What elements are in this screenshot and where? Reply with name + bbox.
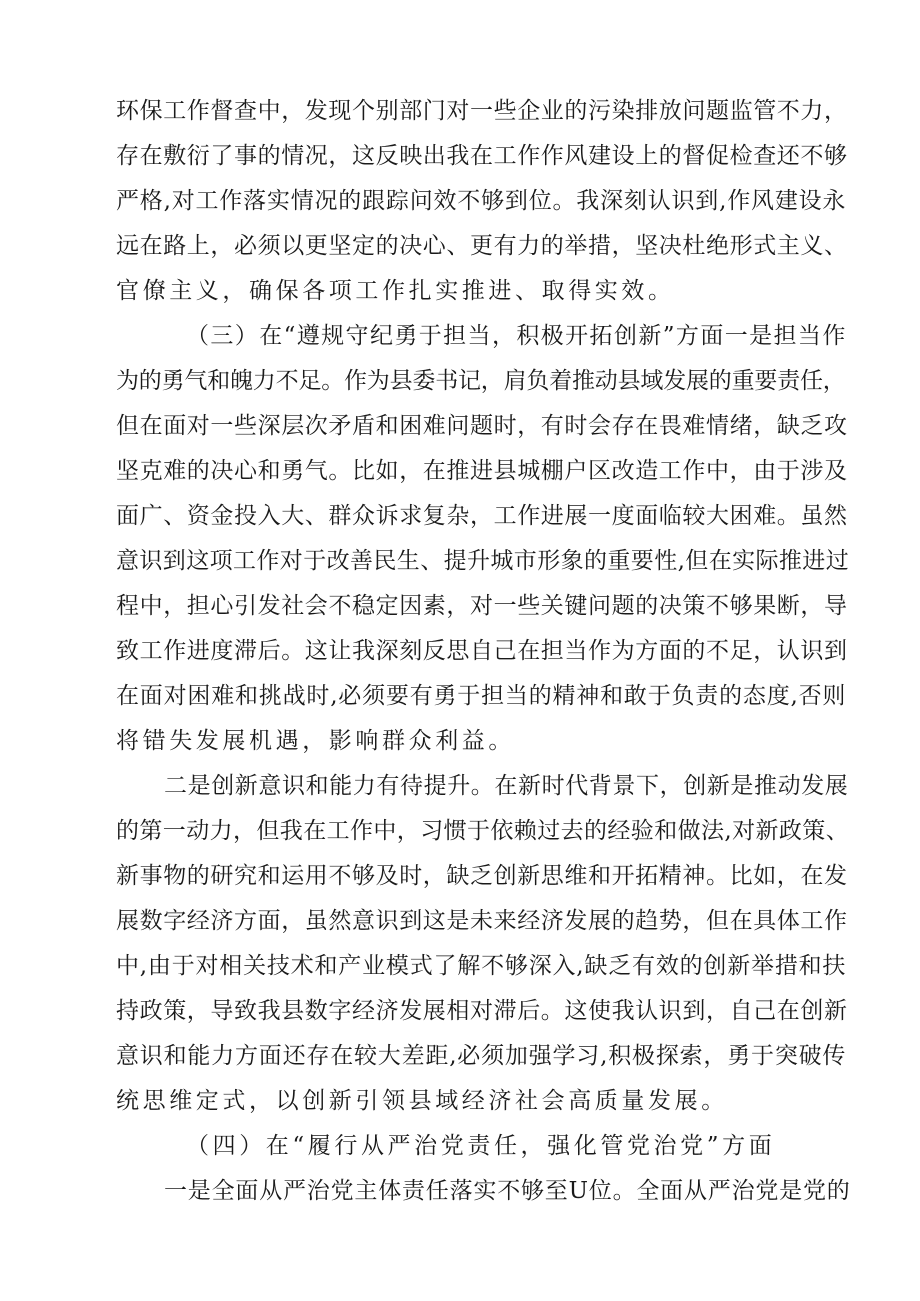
- paragraph-line: 坚克难的决心和勇气。比如，在推进县城棚户区改造工作中，由于涉及: [116, 458, 848, 484]
- paragraph-line: 将错失发展机遇，影响群众利益。: [116, 728, 515, 754]
- paragraph-line: 环保工作督查中，发现个别部门对一些企业的污染排放问题监管不力，: [116, 98, 848, 124]
- paragraph-line: 统思维定式，以创新引领县域经济社会高质量发展。: [116, 1088, 728, 1114]
- paragraph-line: 新事物的研究和运用不够及时，缺乏创新思维和开拓精神。比如，在发: [116, 863, 848, 889]
- paragraph-line: 存在敷衍了事的情况，这反映出我在工作作风建设上的督促检查还不够: [116, 143, 848, 169]
- section-heading-four: （四）在“履行从严治党责任，强化管党治党”方面: [186, 1133, 776, 1159]
- paragraph-line: 官僚主义，确保各项工作扎实推进、取得实效。: [116, 278, 675, 304]
- paragraph-line: 远在路上，必须以更坚定的决心、更有力的举措，坚决杜绝形式主义、: [116, 233, 848, 259]
- paragraph-line: 展数字经济方面，虽然意识到这是未来经济发展的趋势，但在具体工作: [116, 908, 848, 934]
- paragraph-line: 为的勇气和魄力不足。作为县委书记，肩负着推动县域发展的重要责任，: [116, 368, 846, 394]
- paragraph-line: 面广、资金投入大、群众诉求复杂，工作进展一度面临较大困难。虽然: [116, 503, 848, 529]
- section-heading-three: （三）在“遵规守纪勇于担当，积极开拓创新”方面一是担当作: [186, 323, 847, 349]
- paragraph-first-line: 二是创新意识和能力有待提升。在新时代背景下，创新是推动发展: [164, 773, 849, 799]
- paragraph-line: 但在面对一些深层次矛盾和困难问题时，有时会存在畏难情绪，缺乏攻: [116, 413, 848, 439]
- paragraph-line: 的第一动力，但我在工作中，习惯于依赖过去的经验和做法,对新政策、: [116, 818, 850, 844]
- paragraph-line: 致工作进度滞后。这让我深刻反思自己在担当作为方面的不足，认识到: [116, 638, 848, 664]
- paragraph-first-line: 一是全面从严治党主体责任落实不够至U位。全面从严治党是党的: [164, 1178, 851, 1204]
- paragraph-line: 意识和能力方面还存在较大差距,必须加强学习,积极探索，勇于突破传: [116, 1043, 847, 1069]
- paragraph-line: 严格,对工作落实情况的跟踪问效不够到位。我深刻认识到,作风建设永: [116, 188, 847, 214]
- paragraph-line: 程中，担心引发社会不稳定因素，对一些关键问题的决策不够果断，导: [116, 593, 848, 619]
- paragraph-line: 持政策，导致我县数字经济发展相对滞后。这使我认识到，自己在创新: [116, 998, 848, 1024]
- paragraph-line: 在面对困难和挑战时,必须要有勇于担当的精神和敢于负责的态度,否则: [116, 683, 847, 709]
- paragraph-line: 中,由于对相关技术和产业模式了解不够深入,缺乏有效的创新举措和扶: [116, 953, 847, 979]
- paragraph-line: 意识到这项工作对于改善民生、提升城市形象的重要性,但在实际推进过: [116, 548, 850, 574]
